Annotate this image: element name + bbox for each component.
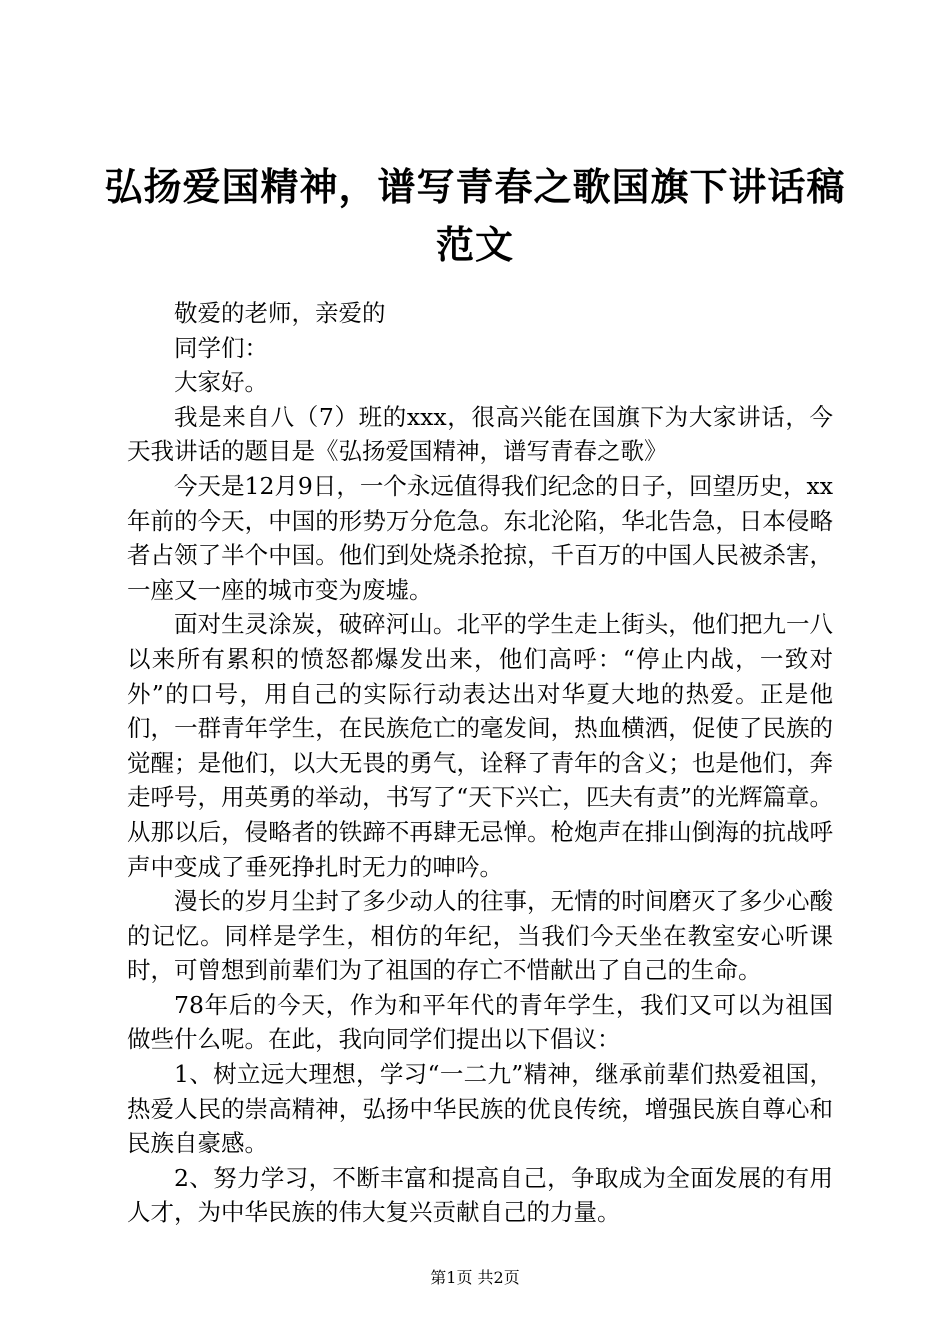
paragraph: 78年后的今天，作为和平年代的青年学生，我们又可以为祖国做些什么呢。在此，我向同学们提出以下倡议： bbox=[127, 990, 833, 1054]
paragraph: 2、努力学习，不断丰富和提高自己，争取成为全面发展的有用人才，为中华民族的伟大复兴贡献自己的力量。 bbox=[127, 1163, 833, 1227]
paragraph: 漫长的岁月尘封了多少动人的往事，无情的时间磨灭了多少心酸的记忆。同样是学生，相仿的年纪，当我们今天坐在教室安心听课时，可曾想到前辈们为了祖国的存亡不惜献出了自己的生命。 bbox=[127, 887, 833, 985]
paragraph: 大家好。 bbox=[174, 368, 268, 397]
paragraph: 1、树立远大理想，学习“一二九”精神，继承前辈们热爱祖国，热爱人民的崇高精神，弘扬中华民族的优良传统，增强民族自尊心和民族自豪感。 bbox=[127, 1060, 833, 1158]
paragraph: 敬爱的老师，亲爱的 bbox=[174, 299, 386, 327]
paragraph: 面对生灵涂炭，破碎河山。北平的学生走上街头，他们把九一八以来所有累积的愤怒都爆发出来，他们高呼：“停止内战，一致对外”的口号，用自己的实际行动表达出对华夏大地的热爱。正是他们，一群青年学生，在民族危亡的毫发间，热血横洒，促使了民族的觉醒；是他们，以大无畏的勇气，诠释了青年的含义；也是他们，奔走呼号，用英勇的举动，书写了“天下兴亡，匹夫有责”的光辉篇章。从那以后，侵略者的铁蹄不再肆无忌惮。枪炮声在排山倒海的抗战呼声中变成了垂死挣扎时无力的呻吟。 bbox=[127, 610, 833, 881]
document-title: 弘扬爱国精神，谱写青春之歌国旗下讲话稿范文 bbox=[104, 164, 846, 267]
page-footer: 第1页 共2页 bbox=[430, 1268, 520, 1287]
document-body bbox=[127, 296, 833, 1230]
paragraph: 今天是12月9日，一个永远值得我们纪念的日子，回望历史，xx年前的今天，中国的形势万分危急。东北沦陷，华北告急，日本侵略者占领了半个中国。他们到处烧杀抢掠，千百万的中国人民被杀害，一座又一座的城市变为废墟。 bbox=[127, 471, 833, 604]
paragraph: 我是来自八（7）班的xxx，很高兴能在国旗下为大家讲话，今天我讲话的题目是《弘扬爱国精神，谱写青春之歌》 bbox=[127, 402, 833, 466]
paragraph: 同学们： bbox=[174, 333, 268, 362]
